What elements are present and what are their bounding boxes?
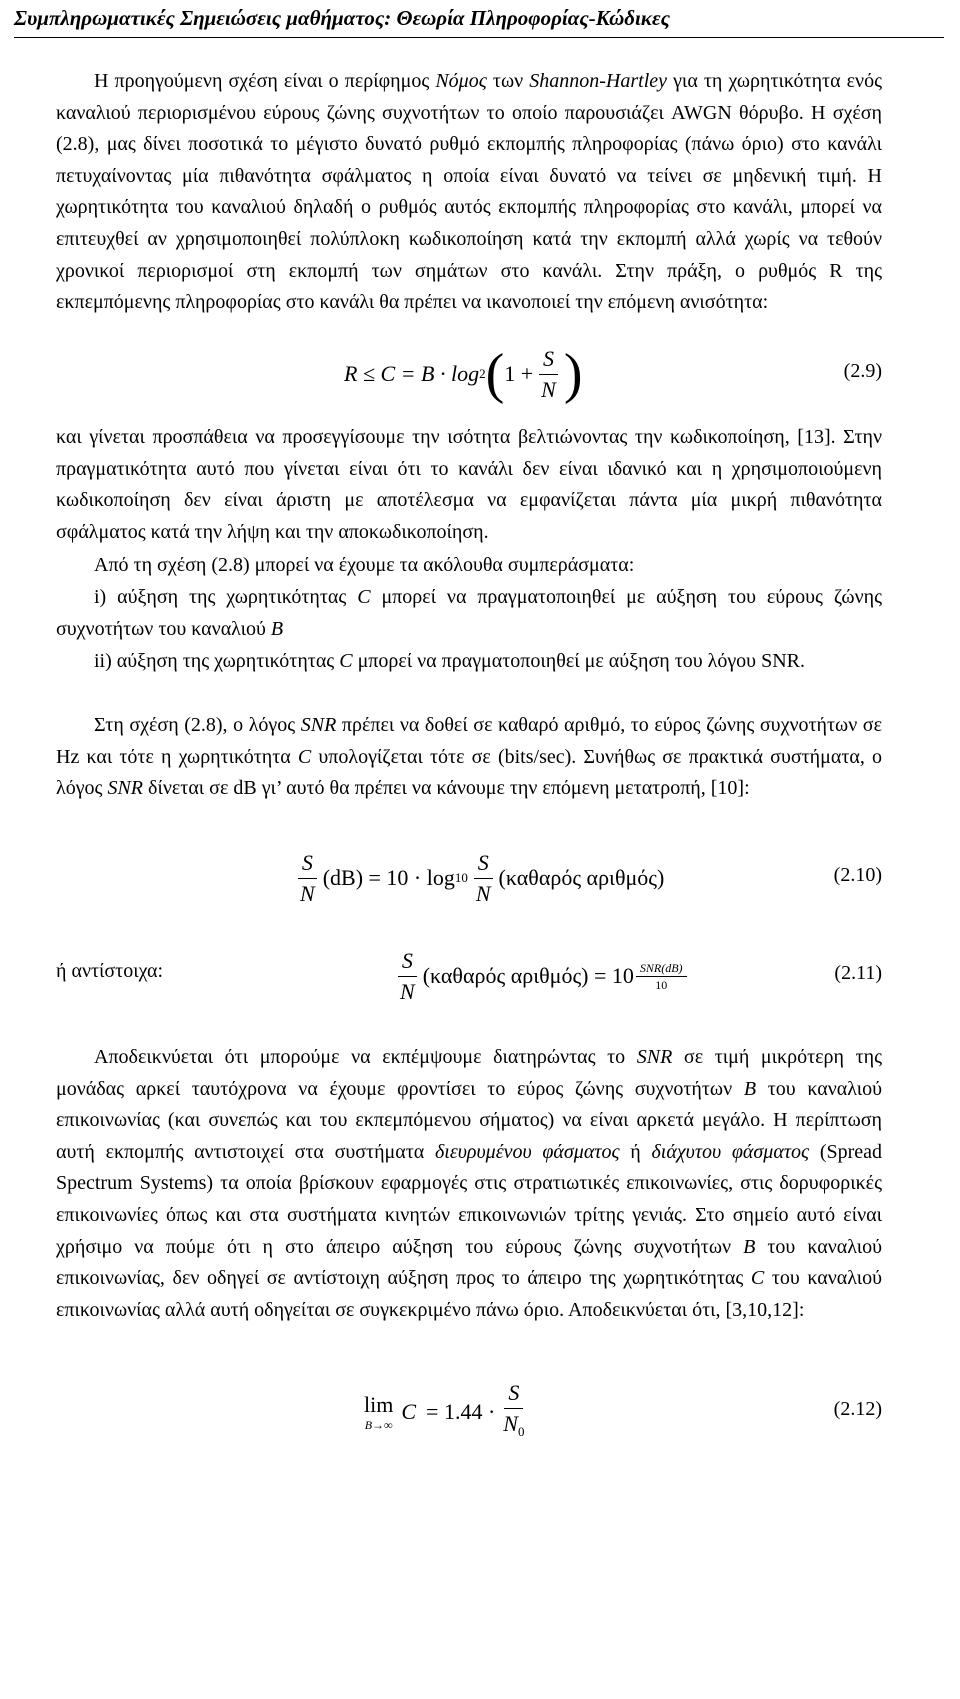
fraction-exponent xyxy=(636,960,687,993)
eq-db-log: (dB) = 10 · log xyxy=(322,865,455,890)
frac-num: S xyxy=(504,1378,523,1409)
paragraph-spread-spectrum xyxy=(56,1042,882,1326)
frac-num: SNR(dB) xyxy=(636,960,687,977)
eq-one-plus: 1 + xyxy=(504,361,534,386)
paragraph-conclusion-ii xyxy=(56,646,882,678)
frac-den: N xyxy=(300,880,315,906)
frac-num: S xyxy=(398,946,417,977)
text-span: του καναλιού επικοινωνίας (και συνεπώς και του εκπεμπόμενου σήματος) να είναι αρκετά μεγάλο. Η περίπτωση αυτή εκπομπής αντιστοιχεί στα συστήματα xyxy=(56,1077,882,1163)
frac-den: 10 xyxy=(655,977,668,992)
frac-den xyxy=(499,1409,528,1447)
paragraph-coding: και γίνεται προσπάθεια να προσεγγίσουμε την ισότητα βελτιώνοντας την κωδικοποίηση, [13]. Στην πραγματικότητα αυτό που γίνεται είναι ότι το κανάλι δεν είναι ιδανικό και η χρησιμοποιούμενη κωδικοποίηση δεν είναι άριστη με αποτέλεσμα να εμφανίζεται πάντα μία μικρή πιθανότητα σφάλματος κατά την λήψη και την αποκωδικοποίηση. xyxy=(56,426,882,543)
lim-text: lim xyxy=(364,1392,394,1417)
frac-den: N xyxy=(475,880,491,906)
symbol-c: C xyxy=(297,745,312,768)
fraction-s-over-n0 xyxy=(499,1378,528,1447)
symbol-c: C xyxy=(339,650,353,672)
text-span: πρέπει να δοθεί σε καθαρό αριθμό, το εύρος ζώνης συχνοτήτων σε Hz και τότε η χωρητικότητα xyxy=(56,714,882,768)
fraction-s-over-n xyxy=(296,848,319,909)
fraction-s-over-n xyxy=(472,848,495,909)
text-span: (Spread Spectrum Systems) τα οποία βρίσκουν εφαρμογές στις στρατιωτικές επικοινωνίες, στις δορυφορικές επικοινωνίες όπως και στα συστήματα κινητών επικοινωνιών τρίτης γενιάς. Στο σημείο αυτό είναι χρήσιμο να πούμε ότι η στο άπειρο αύξηση του εύρους ζώνης συχνοτήτων xyxy=(56,1140,883,1258)
text-span: σε τιμή μικρότερη της μονάδας αρκεί ταυτόχρονα να έχουμε φροντίσει το εύρος ζώνης συχνοτήτων xyxy=(56,1046,882,1100)
paragraph-conclusion-i xyxy=(56,582,882,645)
text-span: ή xyxy=(619,1140,652,1163)
equation-number: (2.12) xyxy=(833,1398,882,1420)
symbol-b: B xyxy=(743,1077,757,1100)
eq-lhs: R ≤ C = B · log xyxy=(344,361,480,386)
symbol-c: C xyxy=(401,1399,417,1424)
symbol-b: B xyxy=(270,617,284,640)
symbol-c: C xyxy=(357,586,371,608)
text-span: μπορεί να πραγματοποιηθεί με αύξηση του λόγου SNR. xyxy=(352,650,805,672)
symbol-c: C xyxy=(750,1267,765,1290)
text-span: μπορεί να πραγματοποιηθεί με αύξηση του εύρους ζώνης συχνοτήτων του καναλιού xyxy=(56,586,882,640)
text-span: ii) αύξηση της χωρητικότητας xyxy=(94,650,340,672)
text-span: του καναλιού επικοινωνίας αλλά αυτή οδηγείται σε συγκεκριμένο πάνω όριο. Αποδεικνύεται ότι, [3,10,12]: xyxy=(56,1267,883,1321)
den-symbol: N xyxy=(503,1410,518,1436)
symbol-snr: SNR xyxy=(300,714,337,736)
text-span: υπολογίζεται τότε σε (bits/sec). Συνήθως σε πρακτικά συστήματα, ο λόγος xyxy=(56,745,882,800)
equation-number: (2.11) xyxy=(834,962,882,984)
term-law: Νόμος xyxy=(435,70,487,92)
paren-right: ) xyxy=(563,343,583,405)
text-span: των xyxy=(486,70,530,92)
eq-tail: (καθαρός αριθμός) xyxy=(498,865,665,890)
frac-num: S xyxy=(474,848,493,879)
frac-den: N xyxy=(400,978,415,1004)
text-span: για τη χωρητικότητα ενός καναλιού περιορισμένου εύρους ζώνης συχνοτήτων το οποίο παρουσιάζει AWGN θόρυβο. Η σχέση (2.8), μας δίνει ποσοτικά το μέγιστο δυνατό ρυθμό εκπομπής πληροφορίας (πάνω όριο) στο κανάλι πετυχαίνοντας μία πιθανότητα σφάλματος η οποία είναι δυνατό να τείνει σε μηδενική τιμή. Η χωρητικότητα του καναλιού δηλαδή ο ρυθμός αυτός εκπομπής πληροφορίας στο κανάλι, μπορεί να επιτευχθεί αν χρησιμοποιηθεί πολύπλοκη κωδικοποίηση κατά την εκπομπή αλλά χωρίς να τεθούν χρονικοί περιορισμοί στη εκπομπή των σημάτων στο κανάλι. Στην πράξη, ο ρυθμός R της εκπεμπόμενης πληροφορίας στο κανάλι θα πρέπει να ικανοποιεί την επόμενη ανισότητα: xyxy=(56,70,883,314)
text-span: Η προηγούμενη σχέση είναι ο περίφημος xyxy=(94,70,436,92)
symbol-snr: SNR xyxy=(107,777,144,800)
frac-num: S xyxy=(539,344,558,375)
eq-prefix: ή αντίστοιχα: xyxy=(56,960,164,982)
symbol-snr: SNR xyxy=(636,1046,673,1068)
paren-left: ( xyxy=(485,343,505,405)
frac-den: N xyxy=(541,376,556,402)
paragraph-snr-units xyxy=(56,710,882,805)
paragraph-shannon-hartley xyxy=(56,66,882,319)
frac-num: S xyxy=(298,848,317,879)
limit-operator xyxy=(364,1392,393,1432)
text-span: Στη σχέση (2.8), ο λόγος xyxy=(94,714,301,736)
text-span: του καναλιού επικοινωνίας, δεν οδηγεί σε αντίστοιχη αύξηση προς το άπειρο της χωρητικότητας xyxy=(56,1235,883,1290)
text-span: δίνεται σε dB γι’ αυτό θα πρέπει να κάνουμε την επόμενη μετατροπή, [10]: xyxy=(143,777,750,800)
equation-number: (2.10) xyxy=(833,864,882,886)
term-spread-spectrum: διευρυμένου φάσματος xyxy=(434,1140,620,1163)
paragraph-conclusions-intro: Από τη σχέση (2.8) μπορεί να έχουμε τα ακόλουθα συμπεράσματα: xyxy=(94,554,635,576)
equation-number: (2.9) xyxy=(843,360,882,382)
text-span: Αποδεικνύεται ότι μπορούμε να εκπέμψουμε διατηρώντας το xyxy=(94,1046,637,1068)
eq-mid: (καθαρός αριθμός) = 10 xyxy=(422,963,634,988)
den-subscript: 0 xyxy=(517,1423,525,1439)
term-shannon-hartley: Shannon-Hartley xyxy=(529,70,668,92)
eq-log-base: 2 xyxy=(479,366,486,381)
eq-log-base: 10 xyxy=(454,870,468,885)
page-header: Συμπληρωματικές Σημειώσεις μαθήματος: Θεωρία Πληροφορίας-Κώδικες xyxy=(14,6,944,38)
symbol-b: B xyxy=(743,1235,756,1258)
fraction-s-over-n xyxy=(396,946,419,1007)
term-diffuse-spectrum: διάχυτου φάσματος xyxy=(651,1140,810,1163)
text-span: i) αύξηση της χωρητικότητας xyxy=(94,586,358,608)
fraction-s-over-n xyxy=(537,344,560,405)
lim-subscript: B→∞ xyxy=(364,1418,393,1432)
eq-constant: = 1.44 · xyxy=(426,1399,496,1424)
